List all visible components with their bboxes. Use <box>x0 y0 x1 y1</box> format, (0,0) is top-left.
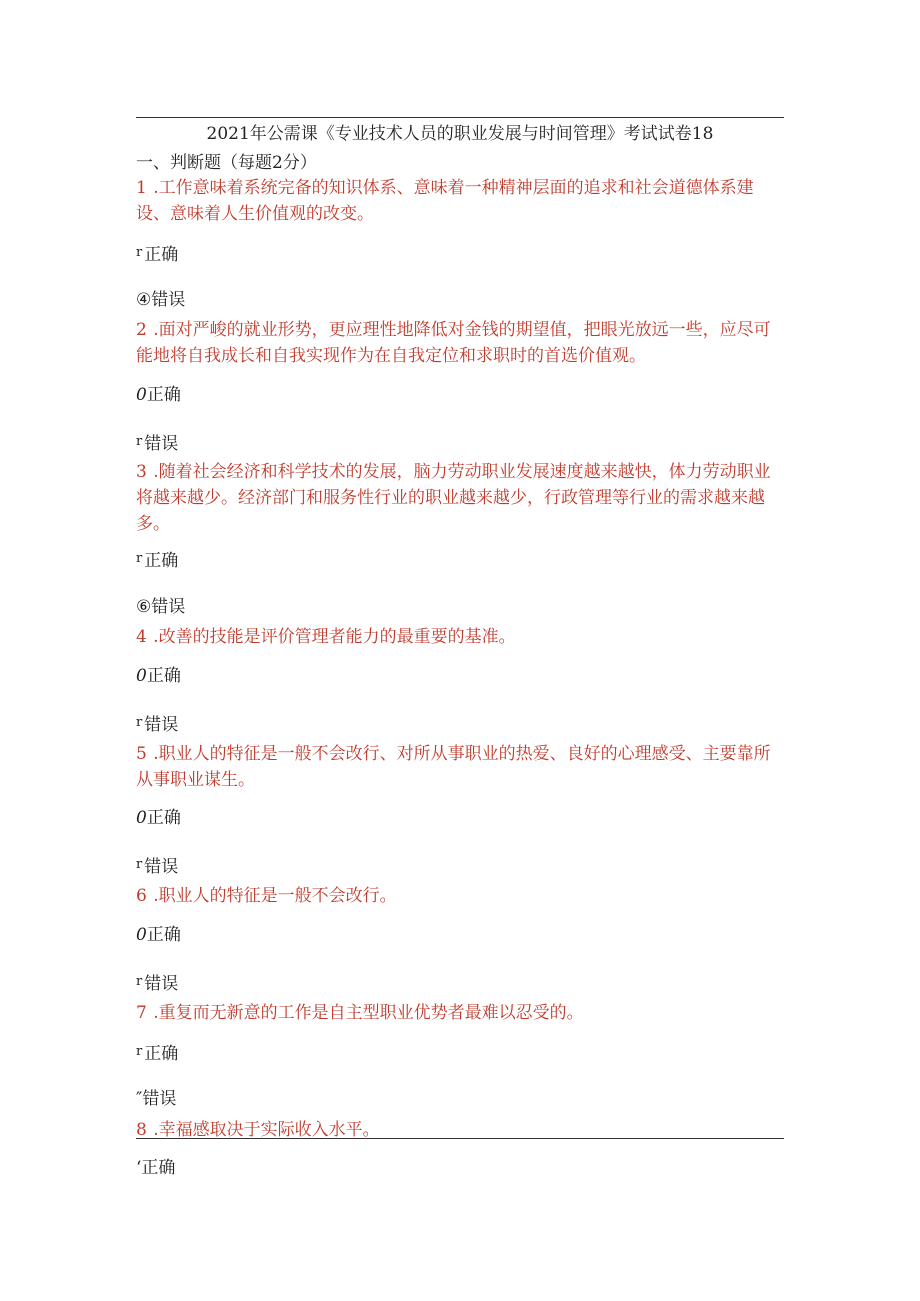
option-label: 正确 <box>144 245 179 265</box>
radio-mark: 0 <box>136 808 147 828</box>
option-correct[interactable] <box>136 805 181 831</box>
radio-mark: r <box>136 434 143 449</box>
bottom-rule <box>136 1138 784 1139</box>
question-number: 6 <box>136 886 148 906</box>
option-label: 正确 <box>146 808 181 828</box>
question-text: .工作意味着系统完备的知识体系、意味着一种精神层面的追求和社会道德体系建设、意味着人生价值观的改变。 <box>136 178 754 224</box>
question-text: .职业人的特征是一般不会改行。 <box>153 886 397 906</box>
option-wrong[interactable] <box>136 852 178 880</box>
question-1 <box>136 175 786 227</box>
radio-mark: r <box>136 974 143 989</box>
option-label: 正确 <box>146 385 181 405</box>
option-correct[interactable] <box>136 546 178 574</box>
question-text: .面对严峻的就业形势，更应理性地降低对金钱的期望值，把眼光放远一些，应尽可能地将自我成长和自我实现作为在自我定位和求职时的首选价值观。 <box>136 320 771 366</box>
radio-mark: 0 <box>136 925 147 945</box>
question-number: 1 <box>136 178 148 198</box>
option-wrong[interactable] <box>136 429 178 457</box>
radio-mark: ″ <box>136 1089 143 1109</box>
option-label: 错误 <box>151 597 186 617</box>
section-heading: 一、判断题（每题2分） <box>136 153 317 173</box>
option-label: 错误 <box>142 1089 177 1109</box>
question-text: .改善的技能是评价管理者能力的最重要的基准。 <box>153 627 516 647</box>
option-correct[interactable] <box>136 663 181 689</box>
radio-mark: r <box>136 245 143 260</box>
radio-mark: r <box>136 551 143 566</box>
option-label: 错误 <box>144 974 179 994</box>
radio-mark: 0 <box>136 385 147 405</box>
question-6 <box>136 883 786 909</box>
question-text: .幸福感取决于实际收入水平。 <box>153 1120 380 1140</box>
option-wrong[interactable] <box>136 594 185 620</box>
radio-mark: ⑥ <box>136 597 152 617</box>
question-2 <box>136 317 786 369</box>
option-label: 正确 <box>144 1044 179 1064</box>
question-number: 3 <box>136 462 148 482</box>
option-wrong[interactable] <box>136 710 178 738</box>
radio-mark: r <box>136 857 143 872</box>
question-text: .随着社会经济和科学技术的发展，脑力劳动职业发展速度越来越快，体力劳动职业将越来越少。经济部门和服务性行业的职业越来越少，行政管理等行业的需求越来越多。 <box>136 462 771 534</box>
radio-mark: r <box>136 1044 143 1059</box>
option-label: 正确 <box>144 551 179 571</box>
option-correct[interactable] <box>136 382 181 408</box>
option-correct[interactable] <box>136 240 178 268</box>
question-8 <box>136 1117 786 1143</box>
option-label: 错误 <box>151 290 186 310</box>
question-number: 8 <box>136 1120 148 1140</box>
radio-mark: r <box>136 715 143 730</box>
option-label: 正确 <box>146 666 181 686</box>
radio-mark: ④ <box>136 290 152 310</box>
question-5 <box>136 741 786 793</box>
question-4 <box>136 624 786 650</box>
option-label: 错误 <box>144 715 179 735</box>
question-3 <box>136 459 786 537</box>
option-label: 错误 <box>144 857 179 877</box>
exam-title: 2021年公需课《专业技术人员的职业发展与时间管理》考试试卷18 <box>206 124 714 144</box>
question-number: 2 <box>136 320 148 340</box>
question-number: 4 <box>136 627 148 647</box>
radio-mark: 0 <box>136 666 147 686</box>
question-7 <box>136 1000 786 1026</box>
option-label: 正确 <box>146 925 181 945</box>
radio-mark: ‘ <box>136 1158 142 1178</box>
top-rule <box>136 117 784 118</box>
option-wrong[interactable] <box>136 1086 176 1112</box>
question-text: .职业人的特征是一般不会改行、对所从事职业的热爱、良好的心理感受、主要靠所从事职业谋生。 <box>136 744 771 790</box>
question-number: 7 <box>136 1003 148 1023</box>
question-text: .重复而无新意的工作是自主型职业优势者最难以忍受的。 <box>153 1003 584 1023</box>
option-label: 正确 <box>141 1158 176 1178</box>
option-correct[interactable] <box>136 922 181 948</box>
option-wrong[interactable] <box>136 969 178 997</box>
option-correct[interactable] <box>136 1155 175 1181</box>
question-number: 5 <box>136 744 148 764</box>
option-correct[interactable] <box>136 1039 178 1067</box>
option-wrong[interactable] <box>136 287 185 313</box>
option-label: 错误 <box>144 434 179 454</box>
